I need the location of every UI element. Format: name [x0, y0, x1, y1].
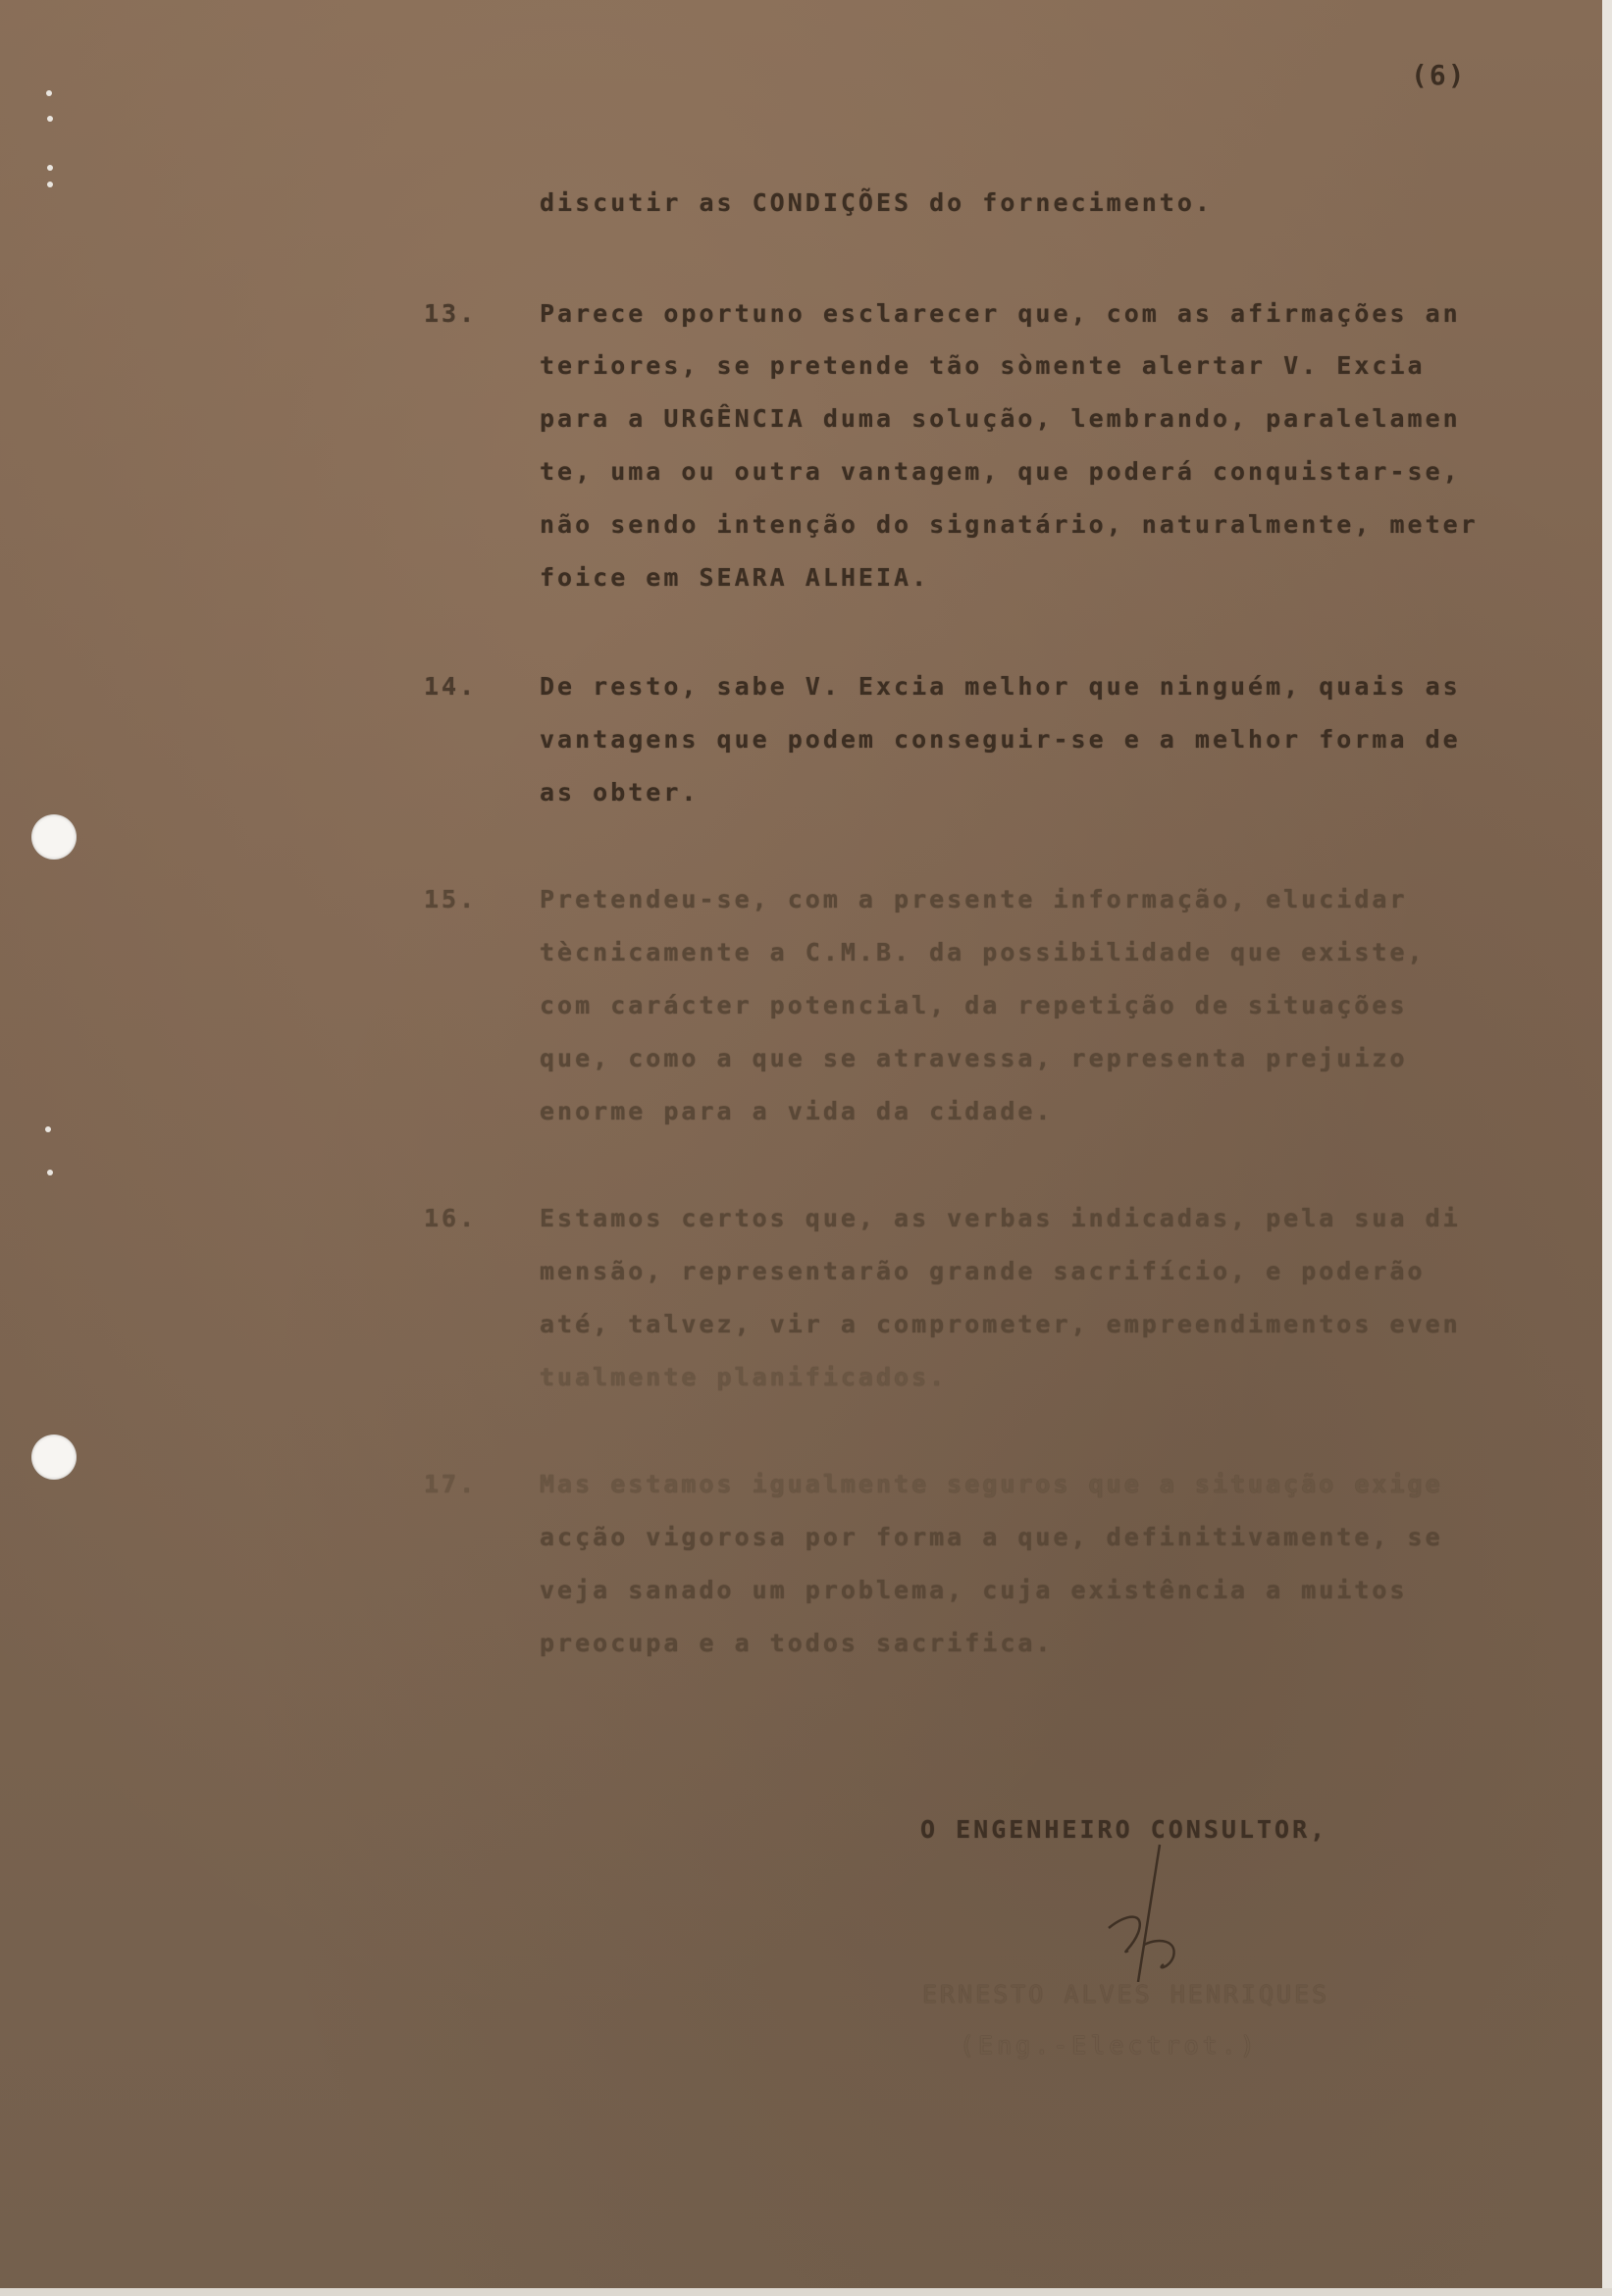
paragraph-line: foice em SEARA ALHEIA.: [540, 563, 930, 592]
paragraph-line: não sendo intenção do signatário, naturalmente, meter: [540, 510, 1479, 539]
paragraph-line: até, talvez, vir a comprometer, empreendimentos even: [540, 1310, 1461, 1338]
page-number: (6): [1411, 59, 1467, 91]
paragraph-line: vantagens que podem conseguir-se e a melhor forma de: [540, 725, 1461, 754]
intro-line: discutir as CONDIÇÕES do fornecimento.: [540, 188, 1213, 217]
paragraph-line: acção vigorosa por forma a que, definitivamente, se: [540, 1523, 1443, 1551]
margin-mark: [45, 1126, 51, 1132]
paragraph-number: 14.: [424, 672, 478, 701]
page-edge-right: [1602, 0, 1612, 2296]
paragraph-line: De resto, sabe V. Excia melhor que ninguém, quais as: [540, 672, 1461, 701]
margin-mark: [47, 1170, 53, 1175]
margin-mark: [46, 90, 52, 96]
paragraph-line: que, como a que se atravessa, representa prejuizo: [540, 1044, 1408, 1072]
paragraph-number: 13.: [424, 299, 478, 328]
signatory-credentials: (Eng.-Electrot.): [960, 2031, 1259, 2060]
paragraph-line: enorme para a vida da cidade.: [540, 1097, 1054, 1125]
paragraph-line: para a URGÊNCIA duma solução, lembrando, paralelamen: [540, 404, 1461, 433]
signature-title: O ENGENHEIRO CONSULTOR,: [920, 1815, 1328, 1844]
paragraph-line: Parece oportuno esclarecer que, com as afirmações an: [540, 299, 1461, 328]
paragraph-line: Mas estamos igualmente seguros que a situação exige: [540, 1470, 1443, 1498]
punch-hole-lower: [31, 1435, 77, 1480]
margin-mark: [47, 116, 53, 122]
paragraph-line: teriores, se pretende tão sòmente alertar V. Excia: [540, 351, 1426, 380]
paragraph-line: veja sanado um problema, cuja existência a muitos: [540, 1576, 1408, 1604]
paragraph-number: 15.: [424, 885, 478, 913]
paragraph-line: tècnicamente a C.M.B. da possibilidade que existe,: [540, 938, 1426, 966]
paragraph-number: 17.: [424, 1470, 478, 1498]
paragraph-line: tualmente planificados.: [540, 1363, 948, 1391]
paragraph-line: preocupa e a todos sacrifica.: [540, 1629, 1054, 1657]
paragraph-line: Estamos certos que, as verbas indicadas, pela sua di: [540, 1204, 1461, 1232]
paragraph-line: as obter.: [540, 778, 700, 807]
paragraph-number: 16.: [424, 1204, 478, 1232]
page-edge-bottom: [0, 2288, 1612, 2296]
paragraph-line: Pretendeu-se, com a presente informação, elucidar: [540, 885, 1408, 913]
signatory-name: ERNESTO ALVES HENRIQUES: [922, 1980, 1330, 2009]
margin-mark: [47, 165, 53, 171]
handwritten-signature: [1069, 1835, 1207, 1982]
paragraph-line: te, uma ou outra vantagem, que poderá conquistar-se,: [540, 457, 1461, 486]
paragraph-line: mensão, representarão grande sacrifício, e poderão: [540, 1257, 1426, 1285]
paragraph-line: com carácter potencial, da repetição de situações: [540, 991, 1408, 1019]
punch-hole-upper: [31, 814, 77, 860]
margin-mark: [47, 182, 53, 187]
